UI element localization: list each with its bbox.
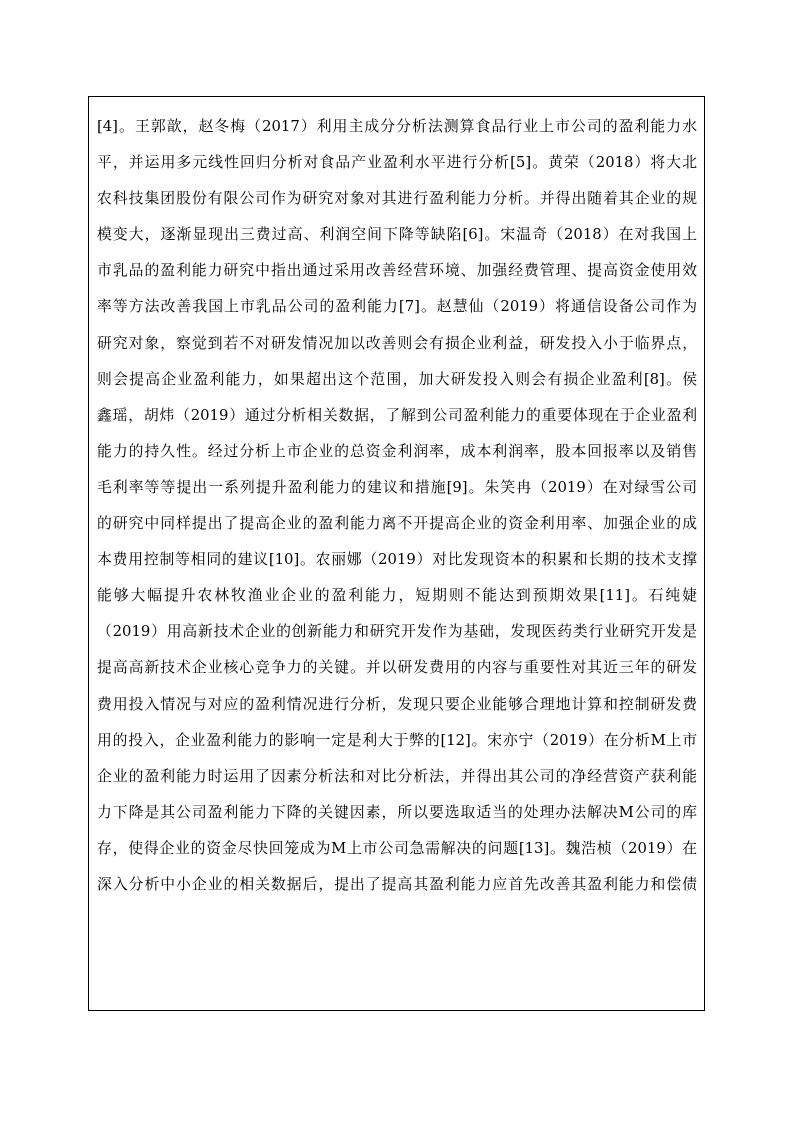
text-line: 力下降是其公司盈利能力下降的关键因素，所以要选取适当的处理办法解决M公司的库 — [97, 803, 697, 821]
text-line: 则会提高企业盈利能力，如果超出这个范围，加大研发投入则会有损企业盈利[8]。侯 — [97, 370, 697, 388]
text-line: 费用投入情况与对应的盈利情况进行分析，发现只要企业能够合理地计算和控制研发费 — [97, 695, 697, 713]
text-line: 平，并运用多元线性回归分析对食品产业盈利水平进行分析[5]。黄荣（2018）将大北 — [97, 154, 697, 172]
text-line: 本费用控制等相同的建议[10]。农丽娜（2019）对比发现资本的积累和长期的技术支撑 — [97, 551, 697, 569]
text-line: 能力的持久性。经过分析上市企业的总资金利润率，成本利润率，股本回报率以及销售 — [97, 442, 697, 460]
text-line: 企业的盈利能力时运用了因素分析法和对比分析法，并得出其公司的净经营资产获利能 — [97, 767, 697, 785]
text-line: 鑫瑶，胡炜（2019）通过分析相关数据，了解到公司盈利能力的重要体现在于企业盈利 — [97, 406, 697, 424]
text-line: 研究对象，察觉到若不对研发情况加以改善则会有损企业利益，研发投入小于临界点， — [97, 334, 697, 352]
text-line: 存，使得企业的资金尽快回笼成为M上市公司急需解决的问题[13]。魏浩桢（2019）在 — [97, 839, 697, 857]
text-line: 模变大，逐渐显现出三费过高、利润空间下降等缺陷[6]。宋温奇（2018）在对我国上 — [97, 226, 697, 244]
text-frame — [88, 96, 705, 1011]
text-line: 能够大幅提升农林牧渔业企业的盈利能力，短期则不能达到预期效果[11]。石纯婕 — [97, 587, 697, 605]
text-line: 用的投入，企业盈利能力的影响一定是利大于弊的[12]。宋亦宁（2019）在分析M上市 — [97, 731, 697, 749]
body-paragraph — [97, 109, 697, 903]
text-line: 深入分析中小企业的相关数据后，提出了提高其盈利能力应首先改善其盈利能力和偿债 — [97, 875, 697, 893]
text-line: 毛利率等等提出一系列提升盈利能力的建议和措施[9]。朱笑冉（2019）在对绿雪公司 — [97, 478, 697, 496]
text-line: [4]。王郭歆，赵冬梅（2017）利用主成分分析法测算食品行业上市公司的盈利能力水 — [97, 118, 697, 135]
text-line: 农科技集团股份有限公司作为研究对象对其进行盈利能力分析。并得出随着其企业的规 — [97, 190, 697, 208]
text-line: 市乳品的盈利能力研究中指出通过采用改善经营环境、加强经费管理、提高资金使用效 — [97, 262, 697, 280]
text-line: （2019）用高新技术企业的创新能力和研究开发作为基础，发现医药类行业研究开发是 — [97, 623, 697, 641]
text-line: 的研究中同样提出了提高企业的盈利能力离不开提高企业的资金利用率、加强企业的成 — [97, 515, 697, 533]
text-line: 率等方法改善我国上市乳品公司的盈利能力[7]。赵慧仙（2019）将通信设备公司作为 — [97, 298, 697, 316]
text-line: 提高高新技术企业核心竞争力的关键。并以研发费用的内容与重要性对其近三年的研发 — [97, 659, 697, 677]
